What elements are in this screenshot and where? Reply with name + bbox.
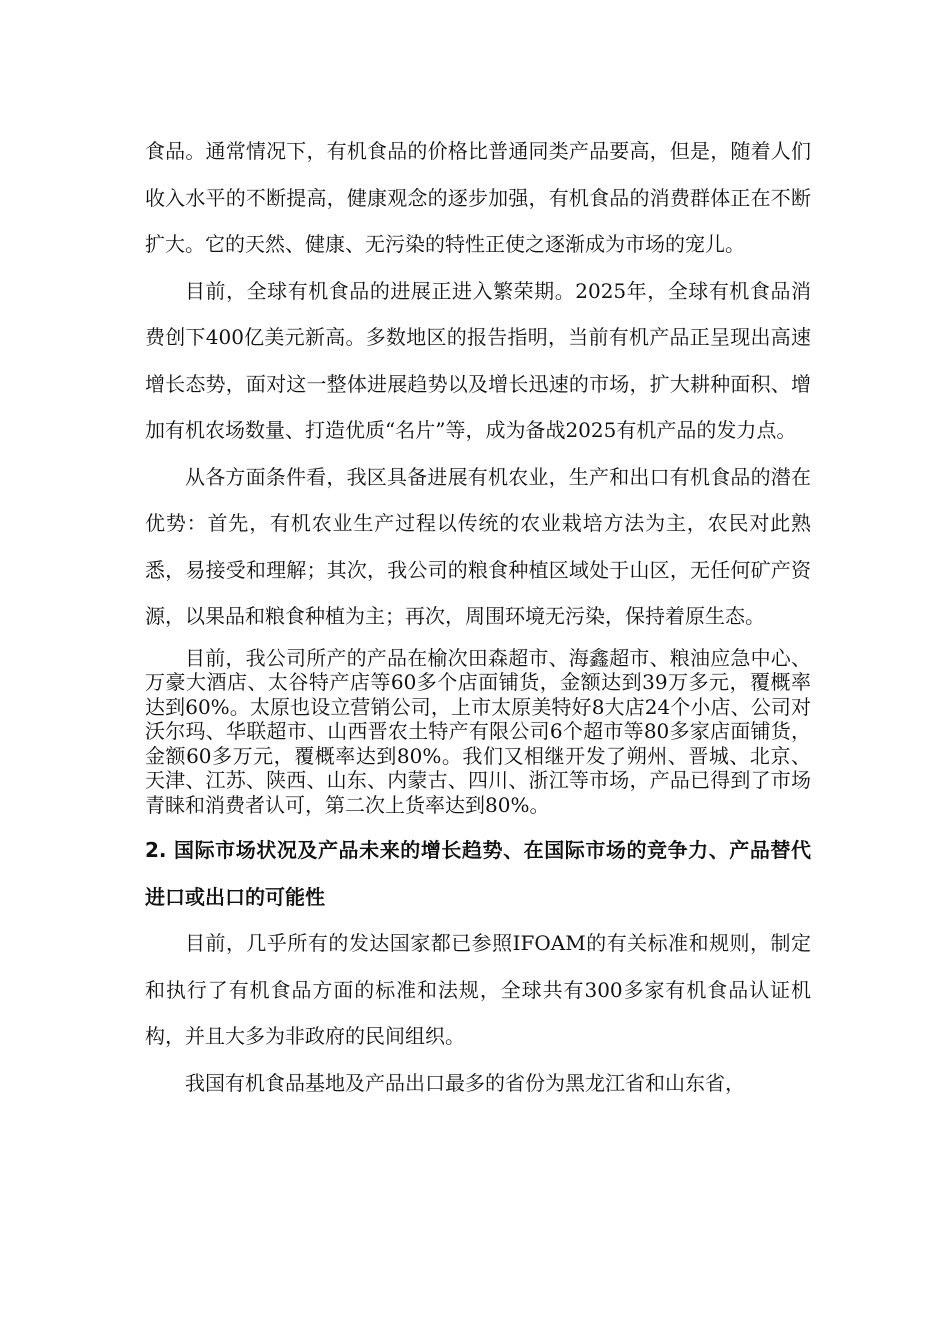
paragraph-global-market: 目前，全球有机食品的进展正进入繁荣期。2025年，全球有机食品消费创下400亿美元新高。多数地区的报告指明，当前有机产品正呈现出高速增长态势，面对这一整体进展趋势以及增长迅速的市场，扩大耕种面积、增加有机农场数量、打造优质“名片”等，成为备战2025有机产品的发力点。 bbox=[145, 278, 811, 442]
document-body bbox=[145, 128, 811, 1106]
section-heading: 2. 国际市场状况及产品未来的增长趋势、在国际市场的竞争力、产品替代进口或出口的可能性 bbox=[145, 838, 811, 909]
paragraph-company-sales: 目前，我公司所产的产品在榆次田森超市、海鑫超市、粮油应急中心、万豪大酒店、太谷特产店等60多个店面铺货，金额达到39万多元，覆概率达到60%。太原也设立营销公司，上市太原美特好8大店24个小店、公司对沃尔玛、华联超市、山西晋农土特产有限公司6个超市等80多家店面铺货，金额60多万元，覆概率达到80%。我们又相继开发了朔州、晋城、北京、天津、江苏、陕西、山东、内蒙古、四川、浙江等市场，产品已得到了市场青睐和消费者认可，第二次上货率达到80%。 bbox=[145, 645, 811, 817]
paragraph-china-exports: 我国有机食品基地及产品出口最多的省份为黑龙江省和山东省， bbox=[185, 1070, 745, 1095]
paragraph-international-standards: 目前，几乎所有的发达国家都已参照IFOAM的有关标准和规则，制定和执行了有机食品方面的标准和法规，全球共有300多家有机食品认证机构，并且大多为非政府的民间组织。 bbox=[145, 931, 811, 1048]
paragraph-regional-advantages: 从各方面条件看，我区具备进展有机农业，生产和出口有机食品的潜在优势：首先，有机农业生产过程以传统的农业栽培方法为主，农民对此熟悉，易接受和理解；其次，我公司的粮食种植区域处于山区，无任何矿产资源，以果品和粮食种植为主；再次，周围环境无污染，保持着原生态。 bbox=[145, 464, 811, 628]
paragraph-consumer-growth: 食品。通常情况下，有机食品的价格比普通同类产品要高，但是，随着人们收入水平的不断提高，健康观念的逐步加强，有机食品的消费群体正在不断扩大。它的天然、健康、无污染的特性正使之逐渐成为市场的宠儿。 bbox=[145, 139, 811, 256]
